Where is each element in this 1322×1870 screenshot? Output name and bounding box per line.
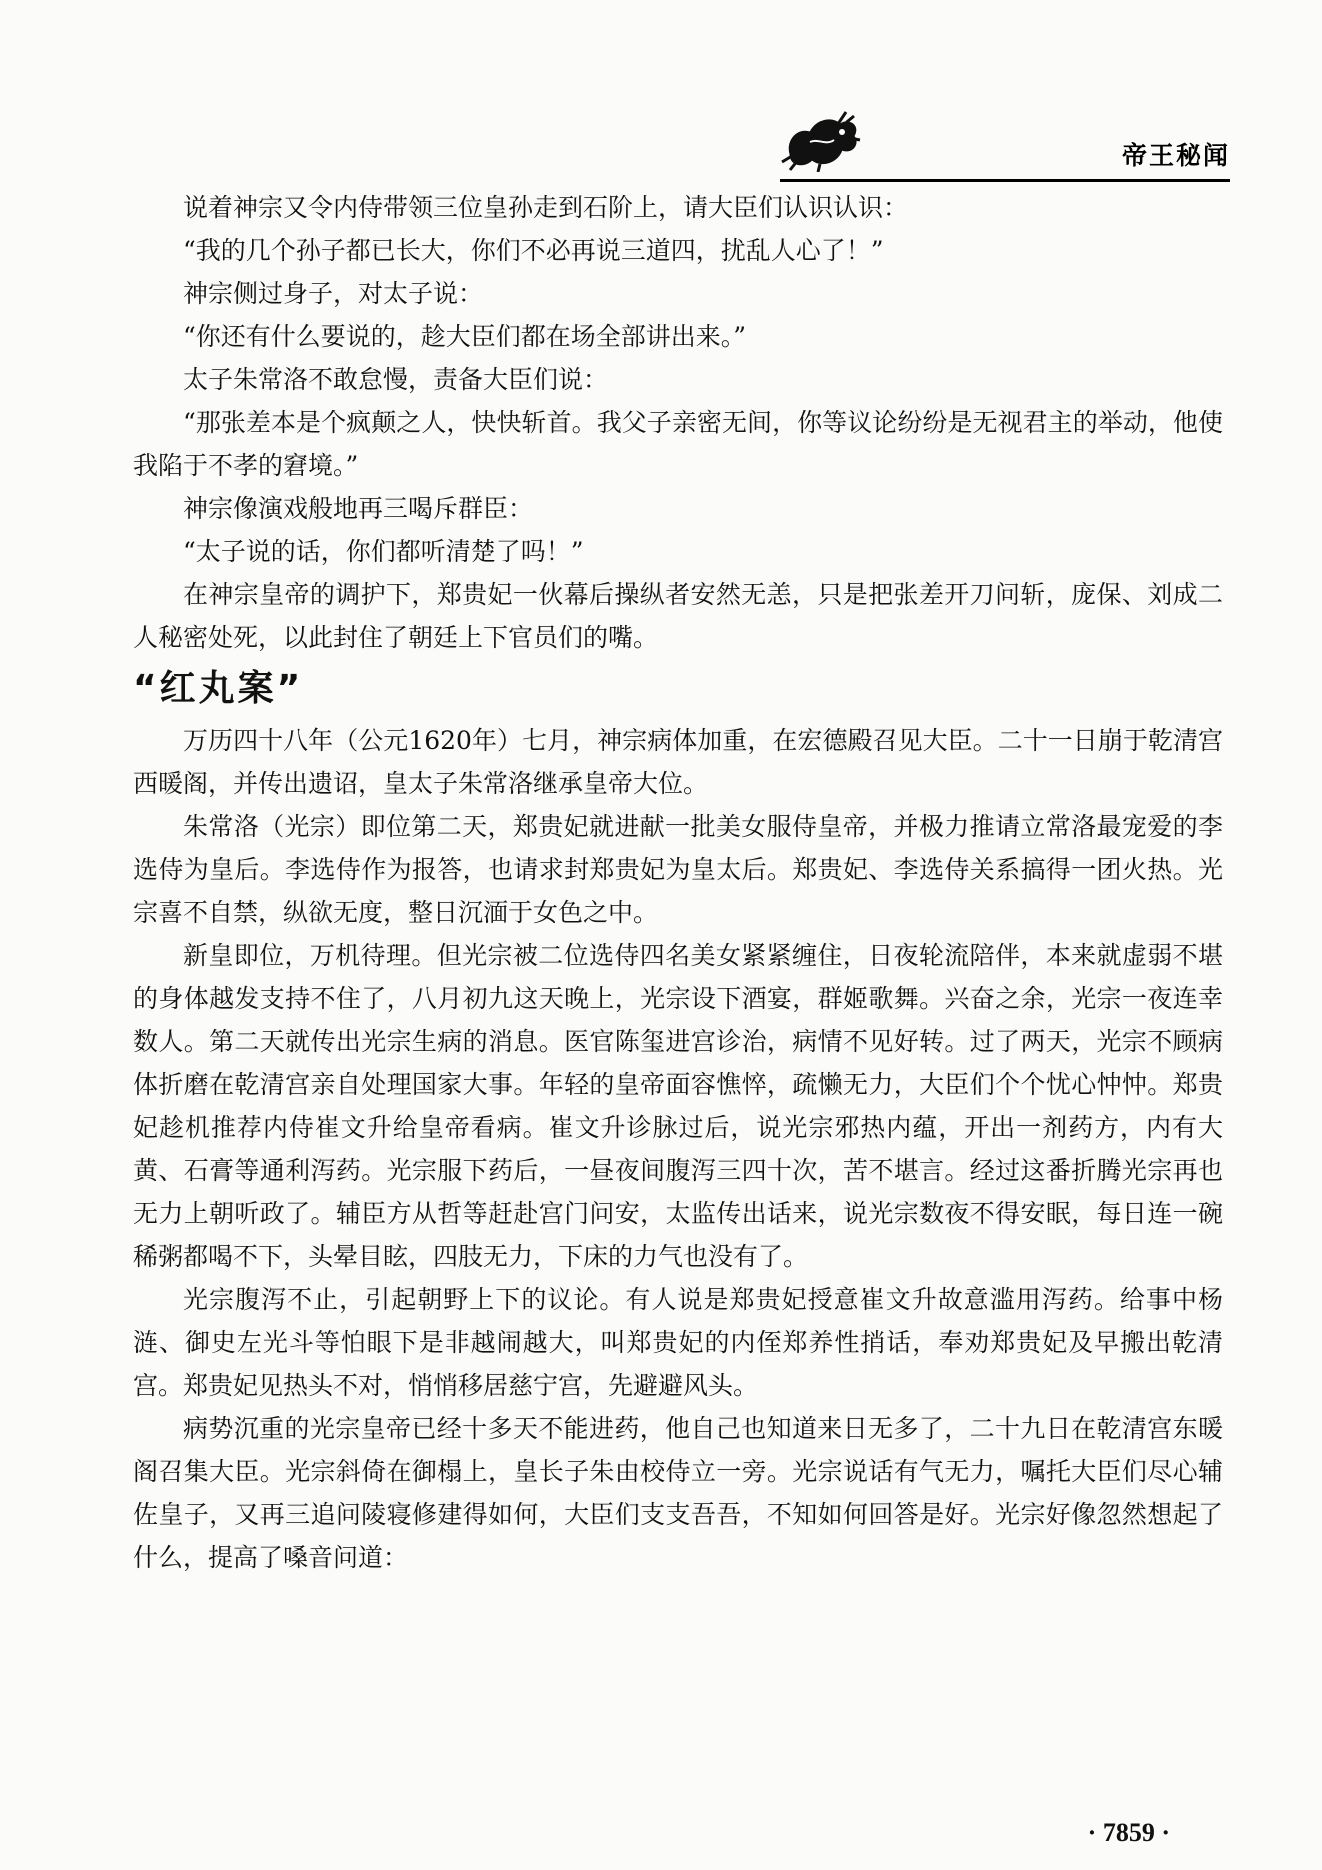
paragraph: 新皇即位，万机待理。但光宗被二位选侍四名美女紧紧缠住，日夜轮流陪伴，本来就虚弱不堪的身体越发支持不住了，八月初九这天晚上，光宗设下酒宴，群姬歌舞。兴奋之余，光宗一夜连幸数人。第二天就传出光宗生病的消息。医官陈玺进宫诊治，病情不见好转。过了两天，光宗不顾病体折磨在乾清宫亲自处理国家大事。年轻的皇帝面容憔悴，疏懒无力，大臣们个个忧心忡忡。郑贵妃趁机推荐内侍崔文升给皇帝看病。崔文升诊脉过后，说光宗邪热内蕴，开出一剂药方，内有大黄、石膏等通利泻药。光宗服下药后，一昼夜间腹泻三四十次，苦不堪言。经过这番折腾光宗再也无力上朝听政了。辅臣方从哲等赶赴宫门问安，太监传出话来，说光宗数夜不得安眠，每日连一碗稀粥都喝不下，头晕目眩，四肢无力，下床的力气也没有了。 <box>133 941 1223 1271</box>
page-number: · 7859 · <box>1087 1818 1170 1847</box>
paragraph: “我的几个孙子都已长大，你们不必再说三道四，扰乱人心了！” <box>183 236 884 265</box>
paragraph: “太子说的话，你们都听清楚了吗！” <box>183 537 584 566</box>
header-rule <box>780 179 1230 182</box>
paragraph: 神宗侧过身子，对太子说： <box>183 279 484 308</box>
paragraph: 朱常洛（光宗）即位第二天，郑贵妃就进献一批美女服侍皇帝，并极力推请立常洛最宠爱的李选侍为皇后。李选侍作为报答，也请求封郑贵妃为皇太后。郑贵妃、李选侍关系搞得一团火热。光宗喜不自禁，纵欲无度，整日沉湎于女色之中。 <box>133 812 1223 927</box>
page-body <box>133 186 1223 1579</box>
paragraph: 在神宗皇帝的调护下，郑贵妃一伙幕后操纵者安然无恙，只是把张差开刀问斩，庞保、刘成二人秘密处死，以此封住了朝廷上下官员们的嘴。 <box>133 580 1223 652</box>
dragon-emblem-icon <box>780 110 862 172</box>
paragraph: 神宗像演戏般地再三喝斥群臣： <box>183 494 534 523</box>
running-header <box>780 110 1230 182</box>
section-heading: “红丸案” <box>133 668 304 709</box>
paragraph: “那张差本是个疯颠之人，快快斩首。我父子亲密无间，你等议论纷纷是无视君主的举动，他使我陷于不孝的窘境。” <box>133 408 1223 480</box>
paragraph: 病势沉重的光宗皇帝已经十多天不能进药，他自己也知道来日无多了，二十九日在乾清宫东暖阁召集大臣。光宗斜倚在御榻上，皇长子朱由校侍立一旁。光宗说话有气无力，嘱托大臣们尽心辅佐皇子，又再三追问陵寝修建得如何，大臣们支支吾吾，不知如何回答是好。光宗好像忽然想起了什么，提高了嗓音问道： <box>133 1414 1223 1572</box>
paragraph: 太子朱常洛不敢怠慢，责备大臣们说： <box>183 365 609 394</box>
series-title: 帝王秘闻 <box>1121 141 1230 170</box>
paragraph: 光宗腹泻不止，引起朝野上下的议论。有人说是郑贵妃授意崔文升故意滥用泻药。给事中杨涟、御史左光斗等怕眼下是非越闹越大，叫郑贵妃的内侄郑养性捎话，奉劝郑贵妃及早搬出乾清宫。郑贵妃见热头不对，悄悄移居慈宁宫，先避避风头。 <box>133 1285 1223 1400</box>
paragraph: “你还有什么要说的，趁大臣们都在场全部讲出来。” <box>183 322 747 351</box>
paragraph: 万历四十八年（公元1620年）七月，神宗病体加重，在宏德殿召见大臣。二十一日崩于乾清宫西暖阁，并传出遗诏，皇太子朱常洛继承皇帝大位。 <box>133 726 1223 798</box>
paragraph: 说着神宗又令内侍带领三位皇孙走到石阶上，请大臣们认识认识： <box>183 193 909 222</box>
